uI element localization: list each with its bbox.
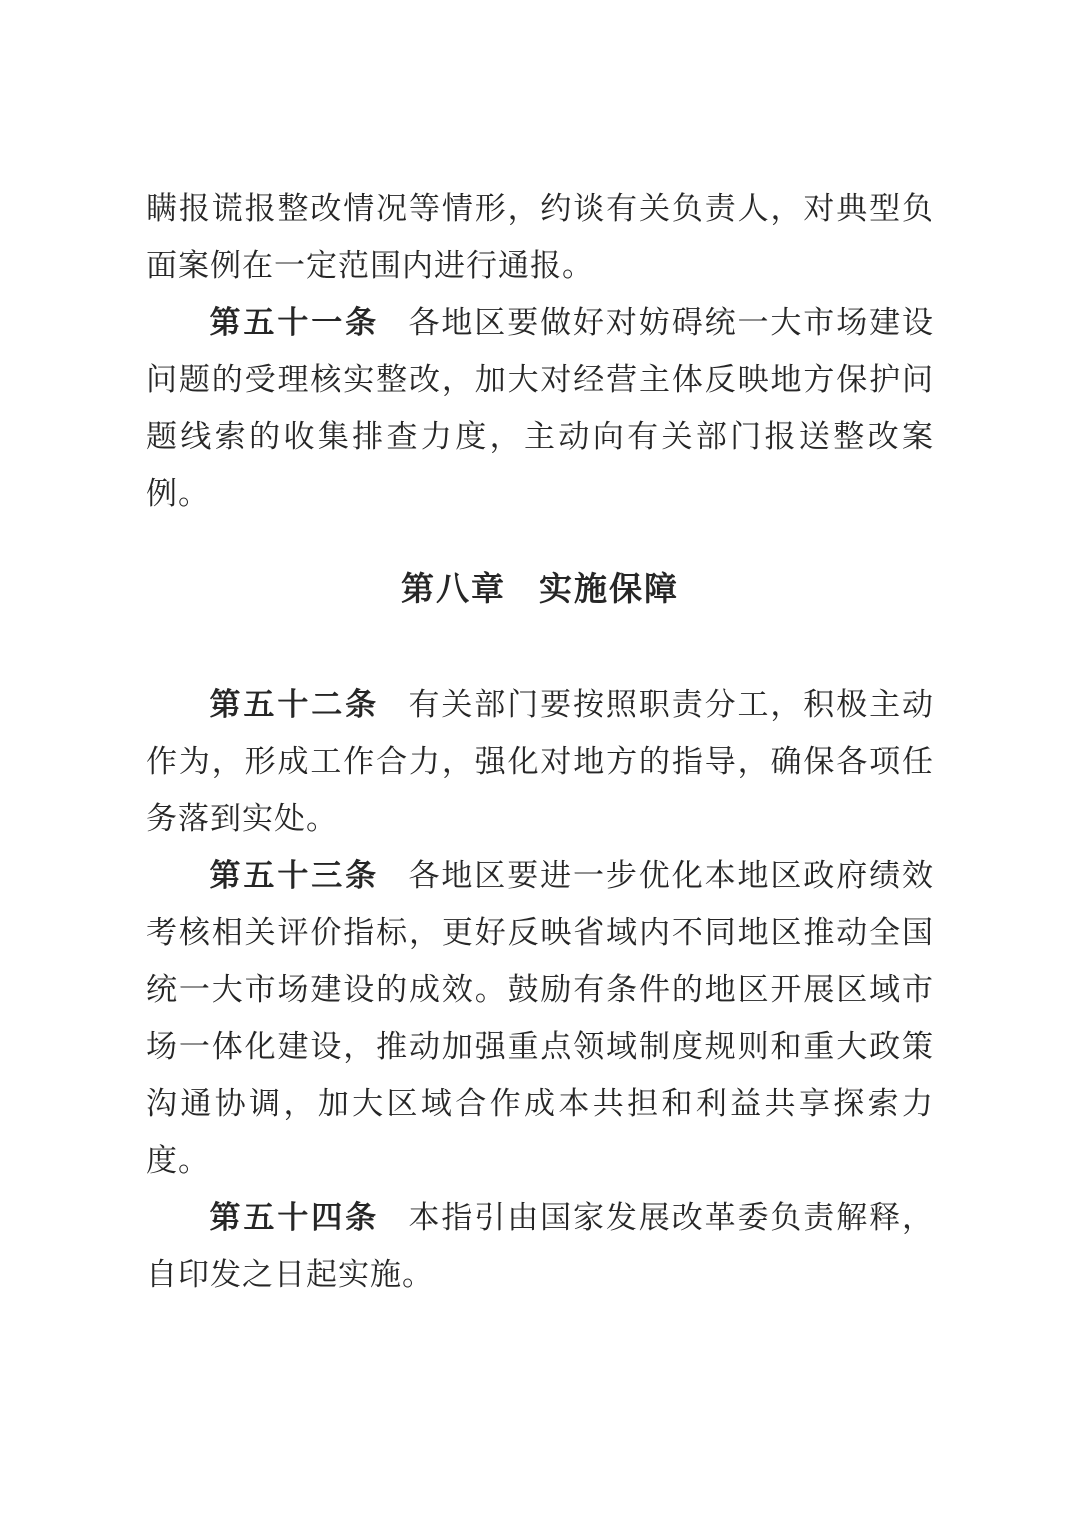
document-content [146, 180, 934, 1303]
article-51-paragraph [146, 294, 934, 522]
article-52-text: 有关部门要按照职责分工，积极主动作为，形成工作合力，强化对地方的指导，确保各项任务落到实处。 [146, 687, 935, 836]
article-52-number: 第五十二条 [209, 687, 380, 722]
article-53-paragraph [146, 847, 934, 1189]
article-53-text: 各地区要进一步优化本地区政府绩效考核相关评价指标，更好反映省域内不同地区推动全国统一大市场建设的成效。鼓励有条件的地区开展区域市场一体化建设，推动加强重点领域制度规则和重大政策沟通协调，加大区域合作成本共担和利益共享探索力度。 [146, 858, 935, 1178]
article-53-number: 第五十三条 [209, 858, 380, 893]
article-54-paragraph [146, 1189, 934, 1303]
article-52-paragraph [146, 676, 934, 847]
article-51-number: 第五十一条 [209, 305, 380, 340]
chapter-title: 实施保障 [539, 572, 679, 608]
article-54-number: 第五十四条 [209, 1200, 380, 1235]
chapter-heading [146, 560, 934, 620]
article-51-text: 各地区要做好对妨碍统一大市场建设问题的受理核实整改，加大对经营主体反映地方保护问题线索的收集排查力度，主动向有关部门报送整改案例。 [146, 305, 935, 511]
chapter-number: 第八章 [401, 572, 506, 608]
article-54-text: 本指引由国家发展改革委负责解释，自印发之日起实施。 [146, 1200, 935, 1292]
continuation-paragraph: 瞒报谎报整改情况等情形，约谈有关负责人，对典型负面案例在一定范围内进行通报。 [146, 191, 934, 283]
